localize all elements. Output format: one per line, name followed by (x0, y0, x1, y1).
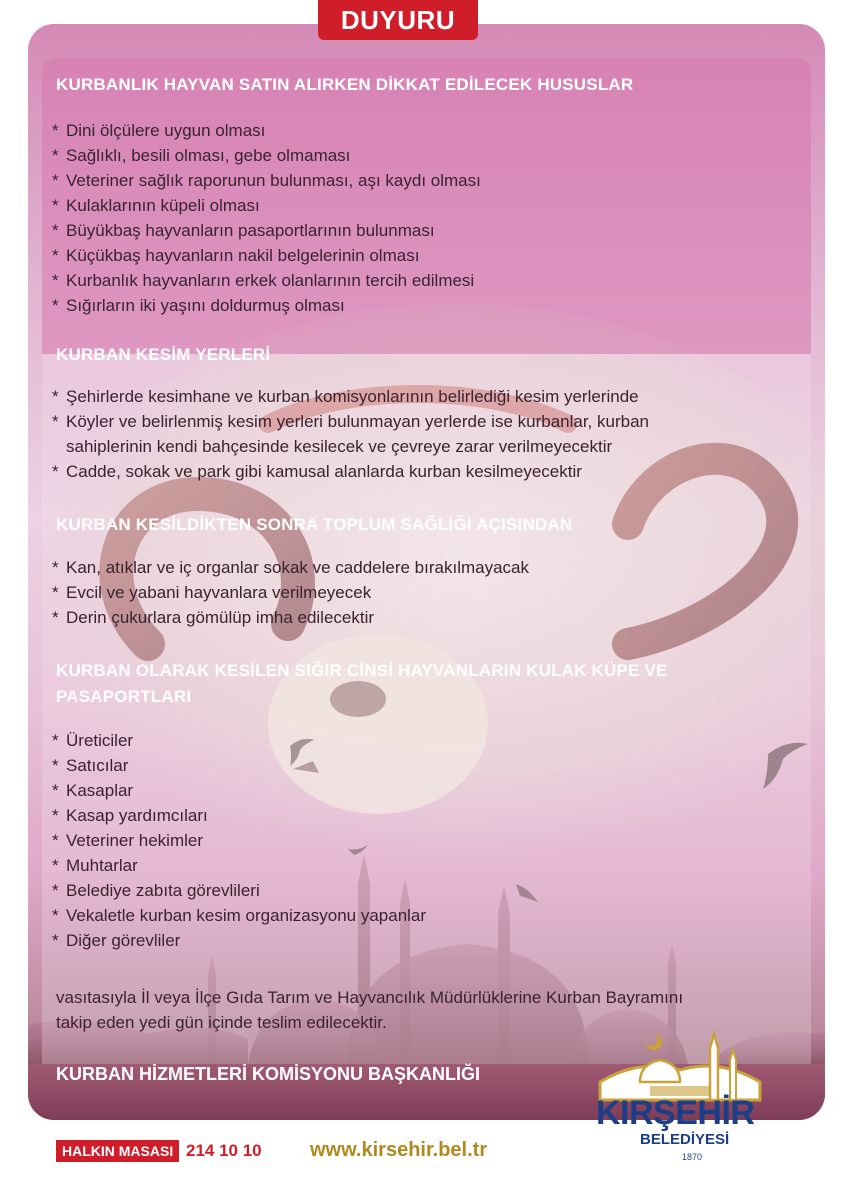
purchase-criteria-list (52, 118, 481, 318)
website-link[interactable]: www.kirsehir.bel.tr (310, 1139, 488, 1161)
list-item: * Satıcılar (52, 756, 129, 775)
list-item: * Sığırların iki yaşını doldurmuş olması (52, 296, 345, 315)
list-item: * Sağlıklı, besili olması, gebe olmaması (52, 146, 351, 165)
list-item: * Küçükbaş hayvanların nakil belgelerinin olması (52, 246, 420, 265)
list-item: * Üreticiler (52, 731, 134, 750)
section-title-ear-tags-line1: KURBAN OLARAK KESİLEN SIĞIR CİNSİ HAYVANLARIN KULAK KÜPE VE (56, 661, 668, 680)
closing-paragraph-line2: takip eden yedi gün içinde teslim edilecektir. (56, 1013, 387, 1032)
section-title-purchase: KURBANLIK HAYVAN SATIN ALIRKEN DİKKAT EDİLECEK HUSUSLAR (56, 75, 634, 94)
list-item: * Şehirlerde kesimhane ve kurban komisyonlarının belirlediği kesim yerlerinde (52, 387, 639, 406)
list-item: * Diğer görevliler (52, 931, 181, 950)
logo-subtitle: BELEDİYESİ (640, 1131, 730, 1148)
list-item: * Belediye zabıta görevlileri (52, 881, 260, 900)
logo-name: KIRŞEHİR (596, 1094, 755, 1132)
list-item: * Köyler ve belirlenmiş kesim yerleri bulunmayan yerlerde ise kurbanlar, kurban (52, 412, 649, 431)
section-title-ear-tags-line2: PASAPORTLARI (56, 687, 192, 706)
page-title: DUYURU (318, 0, 478, 40)
list-item: * Veteriner hekimler (52, 831, 204, 850)
list-item-continuation: sahiplerinin kendi bahçesinde kesilecek ve çevreye zarar verilmeyecektir (66, 437, 613, 456)
list-item: * Muhtarlar (52, 856, 138, 875)
list-item: * Kurbanlık hayvanların erkek olanlarının tercih edilmesi (52, 271, 475, 290)
logo-year: 1870 (682, 1152, 703, 1162)
list-item: * Kasap yardımcıları (52, 806, 208, 825)
hotline-label: HALKIN MASASI (56, 1140, 179, 1162)
public-health-list (52, 555, 529, 630)
closing-paragraph-line1: vasıtasıyla İl veya İlçe Gıda Tarım ve Hayvancılık Müdürlüklerine Kurban Bayramını (56, 988, 684, 1007)
list-item: * Cadde, sokak ve park gibi kamusal alanlarda kurban kesilmeyecektir (52, 462, 582, 481)
list-item: * Dini ölçülere uygun olması (52, 121, 266, 140)
list-item: * Kulaklarının küpeli olması (52, 196, 260, 215)
list-item: * Derin çukurlara gömülüp imha edilecektir (52, 608, 375, 627)
hotline-number[interactable]: 214 10 10 (186, 1141, 262, 1160)
list-item: * Büyükbaş hayvanların pasaportlarının bulunması (52, 221, 435, 240)
committee-title: KURBAN HİZMETLERİ KOMİSYONU BAŞKANLIĞI (56, 1064, 480, 1084)
responsible-parties-list (52, 728, 426, 953)
section-title-public-health: KURBAN KESİLDİKTEN SONRA TOPLUM SAĞLIĞI AÇISINDAN (56, 515, 573, 534)
section-title-slaughter-places: KURBAN KESİM YERLERİ (56, 345, 271, 364)
list-item: * Kasaplar (52, 781, 134, 800)
slaughter-places-list (52, 384, 649, 484)
list-item: * Evcil ve yabani hayvanlara verilmeyecek (52, 583, 372, 602)
list-item: * Kan, atıklar ve iç organlar sokak ve caddelere bırakılmayacak (52, 558, 530, 577)
list-item: * Vekaletle kurban kesim organizasyonu yapanlar (52, 906, 427, 925)
list-item: * Veteriner sağlık raporunun bulunması, aşı kaydı olması (52, 171, 481, 190)
